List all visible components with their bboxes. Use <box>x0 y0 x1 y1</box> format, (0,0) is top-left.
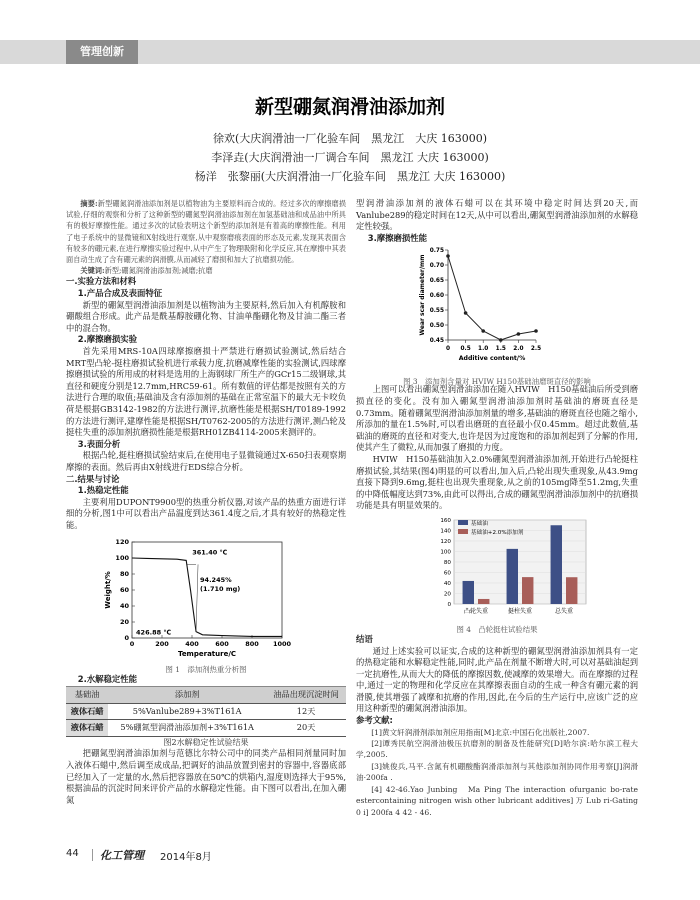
page-number: 44 <box>66 848 79 859</box>
keywords-label: 关键词: <box>80 266 105 276</box>
y-tick-label: 40 <box>119 602 129 611</box>
x-tick-label: 2.5 <box>530 346 542 353</box>
footer-divider <box>92 849 93 861</box>
y-tick-label: 20 <box>119 618 129 627</box>
section-tab: 管理创新 <box>66 40 138 64</box>
figure-4-caption: 图 4 凸轮挺柱试验结果 <box>456 624 538 634</box>
section-1-heading: 一.实验方法和材料 <box>66 276 137 287</box>
legend-label: 基础油+2.0%添加剂 <box>471 529 524 536</box>
y-tick-label: 60 <box>119 586 129 595</box>
section-2-heading: 二.结果与讨论 <box>66 473 120 484</box>
sec2-sub3-heading: 3.摩擦磨损性能 <box>367 232 428 243</box>
data-point <box>464 312 468 316</box>
issue-date: 2014年8月 <box>160 852 212 863</box>
table-header-cell: 基础油 <box>66 687 108 704</box>
conclusion-heading: 结语 <box>356 633 373 644</box>
table-2-caption: 图2水解稳定性试验结果 <box>163 737 249 747</box>
x-tick-label: 600 <box>215 640 229 649</box>
figure-1-caption: 图 1 添加剂热重分析图 <box>165 665 247 675</box>
figure-1-chart <box>66 534 346 660</box>
table-cell-oil: 液体石蜡 <box>66 720 108 737</box>
annotation-weight-loss: 94.245% <box>200 576 232 585</box>
figure-4 <box>356 516 638 634</box>
page-footer <box>66 848 666 864</box>
section-header <box>0 40 700 64</box>
abstract-label: 摘要: <box>80 199 98 208</box>
x-tick-label: 1000 <box>272 640 292 649</box>
sec1-sub2-text: 首先采用MRS-10A四球摩擦磨损十严禁进行磨损试验测试,然后结合MRT型凸轮-挺柱磨损试验机进行承载力度,抗磨减摩性能的实验测试,四球摩擦磨损试验的所用成的材料是选用的上海钢球厂所生产的GCr15二级钢球,其直径和硬度分别是12.7mm,HRC59-61。所有数值的评估都是按照有关的方法进行合理的取值;基础油及含有添加剂的基础在正常室温下的最大无卡咬负荷是根据GB3142-1982的方法进行测评,抗磨性能是根据SH/T0189-1992的方法进行测评,建摩性能是根据SH/T0762-2005的方法进行测评,测凸轮及挺柱失重的添加剂抗磨损性能是根据RH01ZB4114-2005来测评的。 <box>66 345 346 438</box>
x-tick-label: 2.0 <box>513 346 524 353</box>
sec1-sub3-text: 根据凸轮,挺柱磨损试验结束后,在使用电子显微镜通过X-650扫表观察期摩擦的表面。然后再由X射线进行EDS综合分析。 <box>66 450 346 472</box>
sec2-sub2-text: 把硼氮型润滑油添加剂与范德比尔特公司中的同类产品相同剂量同时加入液体石蜡中,然后调至成成品,把调好的油品放置到密封的容器中,容器底部已经加入了一定量的水,然后把容器放在50℃的烘箱内,湿度则选择大于95%,根据油品的沉淀时间来评价产品的水解稳定性能。由下图可以看出,在加入硼氮 <box>66 748 346 805</box>
y-tick-label: 0.75 <box>429 248 444 255</box>
table-cell-time: 20天 <box>266 720 346 737</box>
table-header-row <box>66 687 346 704</box>
table-cell-oil: 液体石蜡 <box>66 703 108 720</box>
x-tick-label: 0 <box>445 346 451 353</box>
y-tick-label: 120 <box>115 538 129 547</box>
sec1-sub3-heading: 3.表面分析 <box>77 438 121 449</box>
x-tick-label: 0.5 <box>460 346 471 353</box>
hydrolysis-continued: 型润滑油添加剂的液体石蜡可以在其环境中稳定时间达到20天,而Vanlube289的稳定时间在12天,从中可以看出,硼氮型润滑油添加剂的水解稳定性较强。 <box>356 198 638 232</box>
x-tick-label: 400 <box>185 640 199 649</box>
figure-4-chart <box>356 516 638 620</box>
y-tick-label: 80 <box>119 570 129 579</box>
y-tick-label: 0.70 <box>429 263 444 270</box>
x-axis-label: Temperature/C <box>177 650 237 659</box>
abstract <box>66 198 346 265</box>
keywords <box>66 265 346 276</box>
annotation-onset-temp: 361.40 ℃ <box>192 548 228 557</box>
author-line-2: 李泽垚(大庆润滑油一厂调合车间 黑龙江 大庆 163000) <box>211 151 489 164</box>
bar-base <box>507 549 518 604</box>
data-point <box>517 333 521 337</box>
author-line-1: 徐欢(大庆润滑油一厂化验车间 黑龙江 大庆 163000) <box>212 132 488 145</box>
table-cell-additive: 5%硼氮型润滑油添加剂+3%T161A <box>108 720 266 737</box>
reference-item: [2]谭秀民航空润滑油极压抗磨剂的制备及性能研究[D]哈尔滨:哈尔滨工程大学,2005. <box>356 739 638 760</box>
data-point <box>499 339 503 343</box>
y-tick-label: 140 <box>440 528 451 535</box>
x-tick-label: 0 <box>129 640 135 649</box>
right-column <box>356 198 638 818</box>
x-category-label: 总失重 <box>554 607 574 615</box>
sec1-sub1-text: 新型的硼氮型润滑油添加剂是以植物油为主要原料,然后加入有机醇胺和硼酸组合形成。此产品是酰基醇胺硼化物、甘油单酯硼化物及甘油二酯三者中的混合物。 <box>66 299 346 333</box>
table-cell-time: 12天 <box>266 703 346 720</box>
table-header-cell: 添加剂 <box>108 687 266 704</box>
left-column <box>66 198 346 806</box>
sec2-sub2-heading: 2.水解稳定性能 <box>77 674 138 685</box>
y-tick-label: 80 <box>443 559 451 566</box>
y-tick-label: 0 <box>447 601 451 608</box>
table-header-cell: 油品出现沉淀时间 <box>266 687 346 704</box>
figure-3-caption: 图 3 添加剂含量对 HVIW H150基础油磨斑直径的影响 <box>403 376 591 386</box>
table-row <box>66 703 346 720</box>
article-title: 新型硼氮润滑油添加剂 <box>254 96 445 118</box>
data-point <box>446 255 450 259</box>
table-cell-additive: 5%Vanlube289+3%T161A <box>108 703 266 720</box>
y-tick-label: 20 <box>443 591 451 598</box>
references-heading: 参考文献: <box>356 715 393 726</box>
annotation-bracket <box>196 565 198 632</box>
table-row <box>66 720 346 737</box>
table-2 <box>66 686 346 737</box>
reference-item: [3]姚俊兵,马平.含氮有机硼酸酯润滑添加剂与其他添加剂协同作用考察[J]润滑油·200fa . <box>356 761 638 783</box>
legend-label: 基础油 <box>471 520 488 527</box>
y-tick-label: 100 <box>115 554 129 563</box>
keywords-text: 新型;硼氮润滑油添加剂;减磨;抗磨 <box>104 266 213 276</box>
bar-additive <box>522 577 533 604</box>
y-tick-label: 0.65 <box>429 278 444 285</box>
sec2-sub1-heading: 1.热稳定性能 <box>77 485 129 496</box>
bar-additive <box>566 577 577 604</box>
y-tick-label: 160 <box>440 517 451 524</box>
bar-base <box>551 525 562 604</box>
x-axis-label: Additive content/% <box>458 355 526 363</box>
x-tick-label: 1.5 <box>495 346 506 353</box>
author-line-3: 杨洋 张黎丽(大庆润滑油一厂化验车间 黑龙江 大庆 163000) <box>194 170 506 183</box>
wear-scar-text: 上图可以看出硼氮型润滑油添加在随入HVIW H150基础油后所受到磨损直径的变化。没有加入硼氮型润滑油添加剂时基础油的磨斑直径是0.73mm。随着硼氮型润滑油添加剂量的增多,基础油的磨斑直径也随之缩小,所添加的量在1.5%时,可以看出磨斑的直径最小仅0.45mm。超过此数值,基础油的磨斑的直径和对变大,也许是因为过度饱和的添加剂起到了分解的作用,使其产生了微粒,从而加强了磨损的力度。 <box>356 384 638 453</box>
annotation-end-temp: 426.88 ℃ <box>136 629 172 638</box>
sec2-sub1-text: 主要利用DUPONT9900型的热重分析仪器,对该产品的热重方面进行详细的分析,图1中可以看出产品温度到达361.4度之后,才具有较好的热稳定性能。 <box>66 496 346 530</box>
y-tick-label: 0.60 <box>429 293 444 300</box>
conclusion-text: 通过上述实验可以证实,合成的这种新型的硼氮型润滑油添加剂具有一定的热稳定能和水解稳定性能,同时,此产品在剂量不断增大时,可以对基础油起到一定抗磨性,从而大大的降低的摩擦因数,使减摩的效果增大。而在摩擦的过程中,通过一定的物理和化学反应在其摩擦表面自动的生成一种含有硼元素的润滑膜,使其增强了减摩和抗磨的作用,因此,在今后的生产运行中,应该广泛的应用这种新型的硼氮润滑油添加。 <box>356 645 638 714</box>
y-tick-label: 0.55 <box>429 308 444 315</box>
magazine-name: 化工管理 <box>100 849 144 862</box>
sec1-sub2-heading: 2.摩擦磨损实验 <box>77 334 138 345</box>
bar-base <box>463 581 474 604</box>
sec1-sub1-heading: 1.产品合成及表面特征 <box>77 288 163 299</box>
data-point <box>534 330 538 334</box>
y-tick-label: 0.45 <box>429 338 444 345</box>
y-tick-label: 0.50 <box>429 323 444 330</box>
figure-3 <box>356 244 638 384</box>
y-tick-label: 40 <box>443 580 451 587</box>
bar-additive <box>478 599 489 604</box>
reference-item: [1]黄文轩润滑剂添加剂应用指南[M]北京:中国石化出版社,2007. <box>371 727 590 737</box>
legend-swatch <box>458 529 468 534</box>
figure-3-chart <box>356 244 638 372</box>
y-axis-label: Wear scar diameter/mm <box>419 254 426 336</box>
tga-curve <box>132 558 282 636</box>
data-point <box>481 330 485 334</box>
x-category-label: 凸轮失重 <box>463 607 489 615</box>
y-axis-label: Weight/% <box>104 571 112 610</box>
x-tick-label: 200 <box>155 640 169 649</box>
legend-swatch <box>458 520 468 525</box>
cam-tappet-text: HVIW H150基础油加入2.0%硼氮型润滑油添加剂,开始进行凸轮挺柱磨损试验,其结果(图4)明显的可以看出,加入后,凸轮出现失重现象,从43.9mg直接下降到9.6mg,挺柱也出现失重现象,从之前的105mg降至51.2mg,失重的中降低幅度达到73%,由此可以得出,合成的硼氮型润滑油添加剂中的抗磨损功能是具有明显效果的。 <box>356 453 638 511</box>
y-tick-label: 100 <box>440 549 451 556</box>
figure-1 <box>66 534 346 674</box>
x-category-label: 挺柱失重 <box>507 607 533 615</box>
x-tick-label: 1.0 <box>478 346 489 353</box>
y-tick-label: 0 <box>124 634 129 643</box>
annotation-mass: (1.710 mg) <box>200 585 241 594</box>
abstract-text: 新型硼氮润滑油添加剂是以植物油为主要原料而合成的。经过多次的摩擦磨损试验,仔细的观察和分析了这种新型的硼氮型润滑油添加剂在加氢基础油和成品油中所具有的极好摩擦性能。通过多次的试验表明这个新型的添加剂是有着高的摩擦性能。利用了电子系统中的显微镜和X射线进行观察,从中观察磨痕表面的形态及元素,发现其表面含有较多的硼元素,在进行摩擦实验过程中,从中产生了物理吸附和化学反应,其在摩擦中其表面自动生成了含有硼元素的润滑膜,从而减轻了磨损和加大了抗磨损功能。 <box>66 199 346 265</box>
x-tick-label: 800 <box>245 640 259 649</box>
reference-item: [4] 42-46.Yao Junbing Ma Ping The interaction ofurganic bo-rate estercontaining nitrogen wish other lubricant additives] 万 Lub ri-Gating 0 i] 200fa 4 42 - 46. <box>356 784 638 817</box>
wear-scar-line <box>448 256 536 340</box>
y-tick-label: 120 <box>440 538 451 545</box>
y-tick-label: 60 <box>443 570 451 577</box>
